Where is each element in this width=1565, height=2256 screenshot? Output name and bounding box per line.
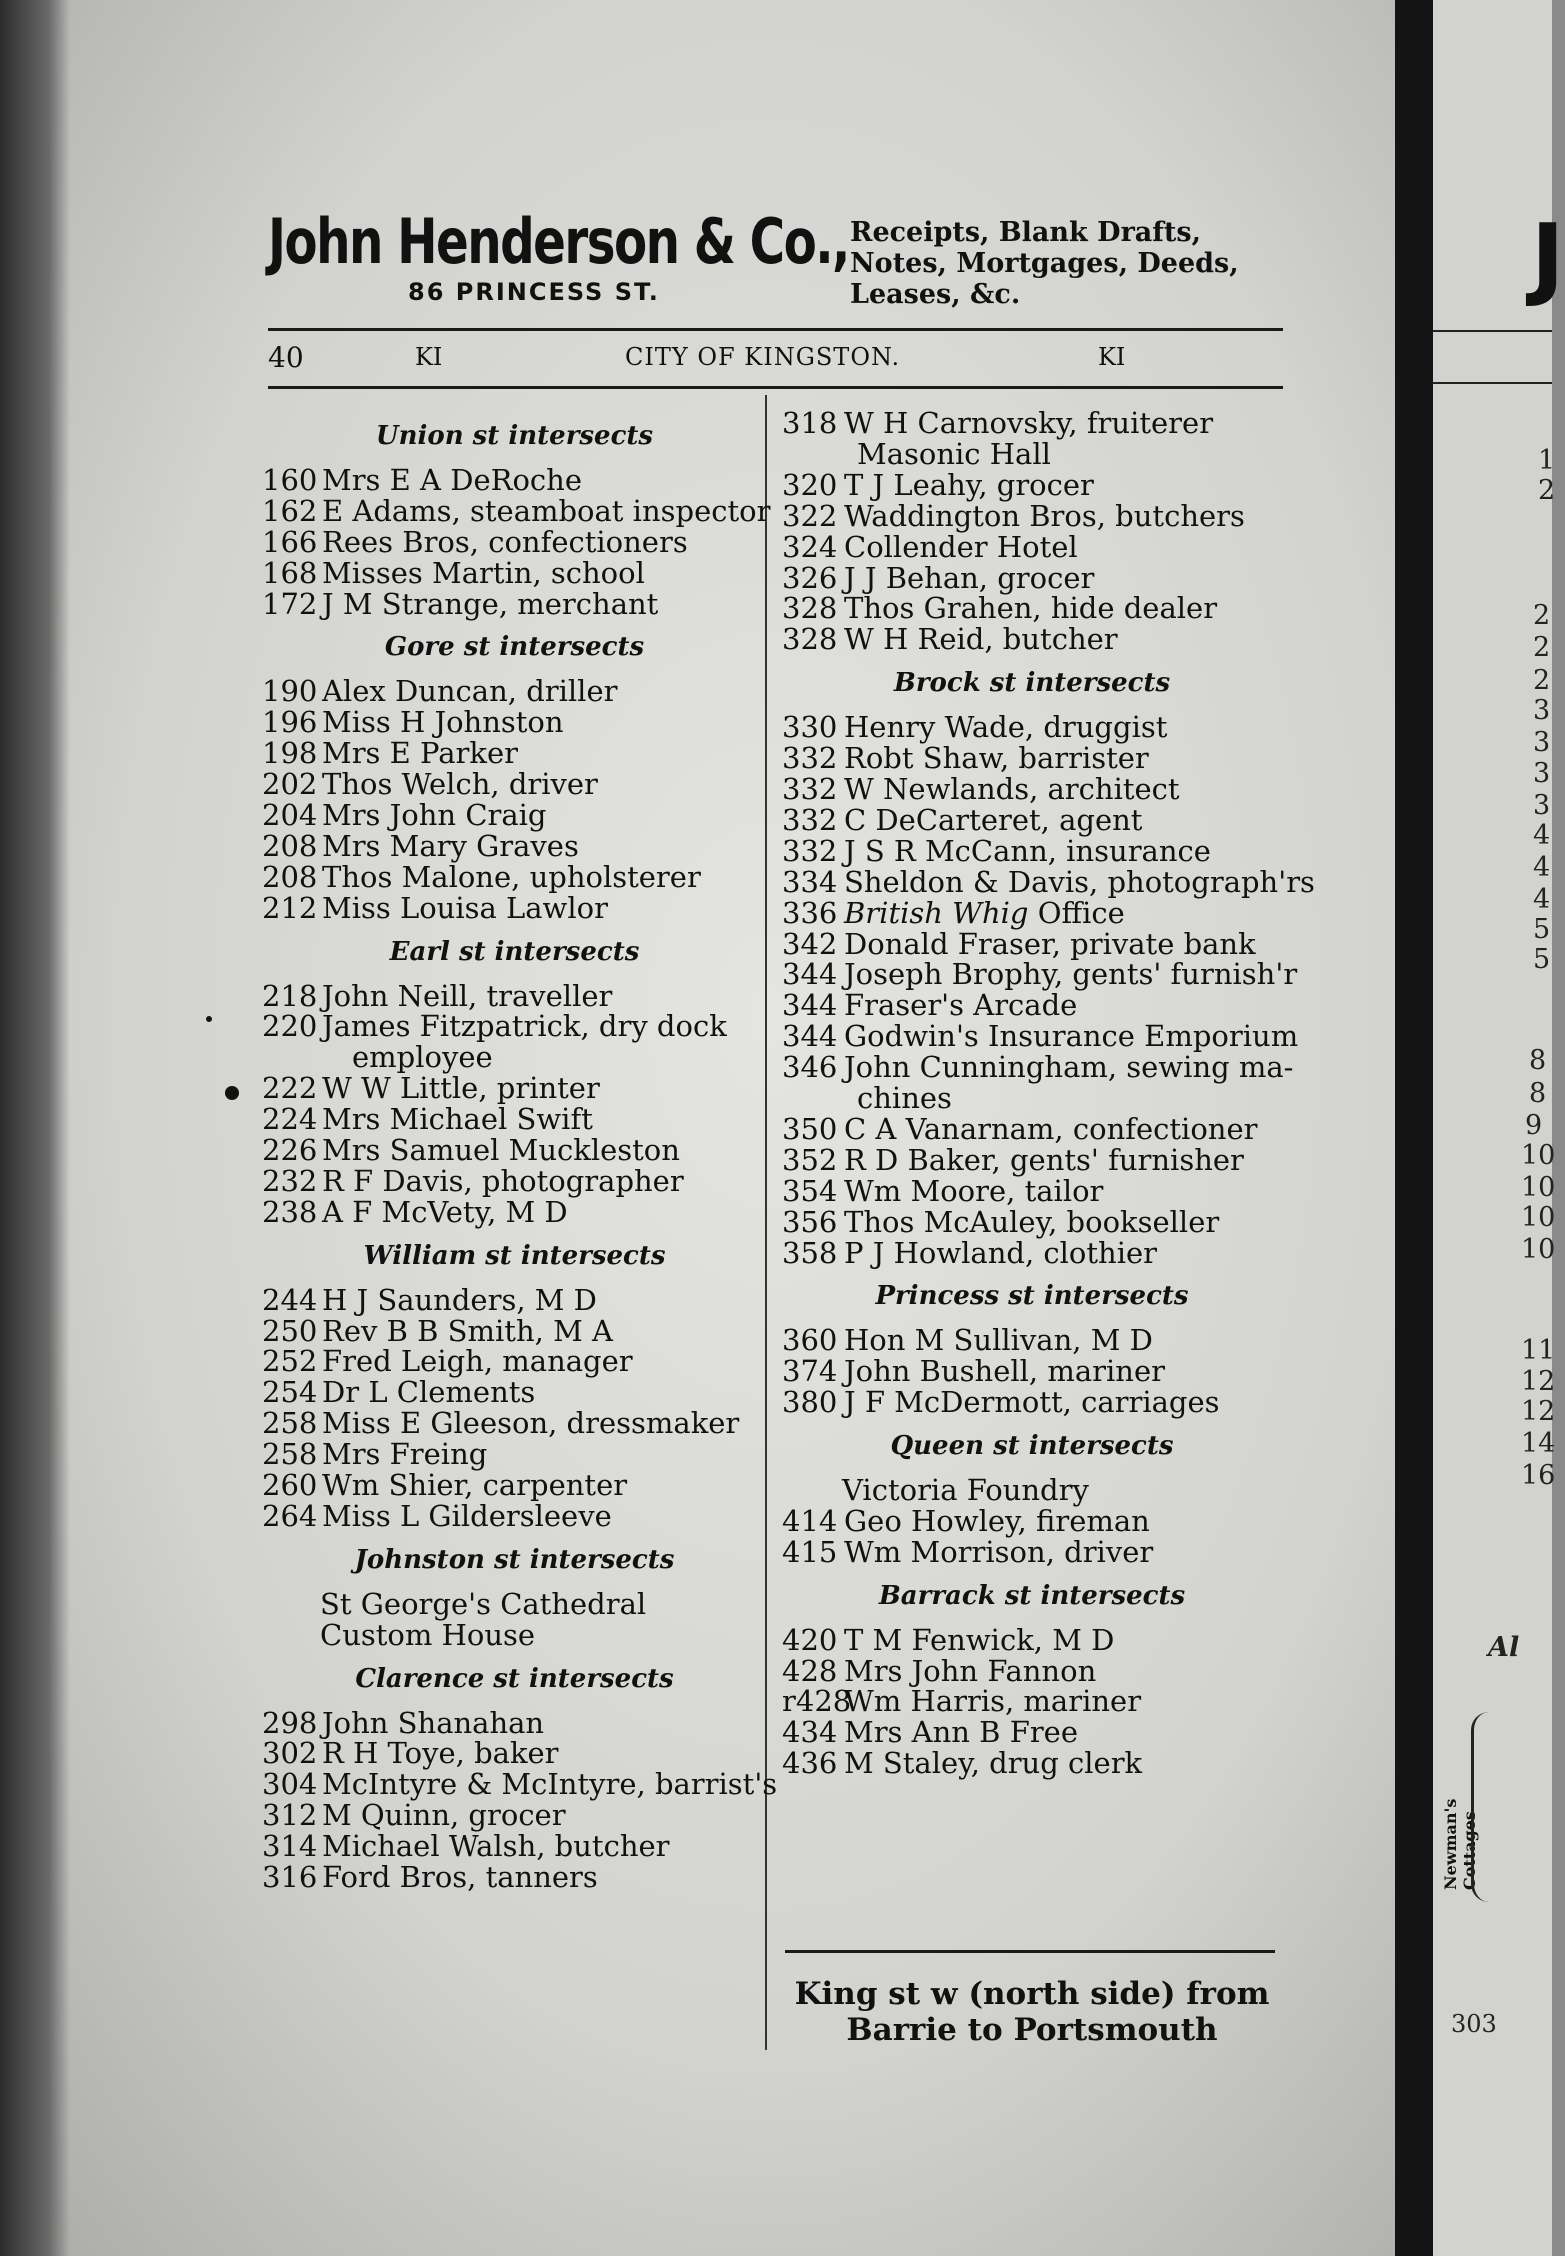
entry-name: Miss E Gleeson, dressmaker xyxy=(322,1406,740,1441)
adjacent-number-fragment: 10 xyxy=(1521,1234,1556,1265)
street-number: 332 xyxy=(782,741,838,776)
intersection-heading: Johnston st intersects xyxy=(354,1544,675,1575)
adjacent-number-fragment: 5 xyxy=(1533,914,1551,945)
adjacent-rule xyxy=(1433,382,1552,384)
adjacent-number-fragment: 9 xyxy=(1525,1110,1543,1141)
entry-name: Mrs Michael Swift xyxy=(322,1102,593,1137)
directory-entry xyxy=(262,493,771,528)
directory-entry xyxy=(782,1503,1282,1538)
street-number: 260 xyxy=(262,1468,318,1503)
adjacent-number-fragment: 4 xyxy=(1533,820,1551,851)
directory-entry xyxy=(262,1346,757,1377)
adjacent-header-letter: J xyxy=(1531,205,1565,310)
running-head-city: CITY OF KINGSTON. xyxy=(625,343,901,371)
street-number: 172 xyxy=(262,586,318,621)
adjacent-number-fragment: 8 xyxy=(1529,1045,1547,1076)
ink-spot xyxy=(206,1016,212,1022)
landmark-entry: Custom House xyxy=(320,1617,536,1652)
directory-entry xyxy=(782,1111,1282,1146)
adjacent-number-fragment: 14 xyxy=(1521,1428,1556,1459)
entry-name: J S R McCann, insurance xyxy=(844,833,1211,868)
adjacent-number-fragment: 16 xyxy=(1521,1460,1556,1491)
street-number: 428 xyxy=(782,1653,838,1688)
directory-entry xyxy=(782,1653,1282,1688)
street-number: 420 xyxy=(782,1622,838,1657)
directory-entry xyxy=(782,1019,1299,1054)
directory-entry xyxy=(262,797,757,832)
entry-name: P J Howland, clothier xyxy=(844,1235,1157,1270)
entry-name: Miss Louisa Lawlor xyxy=(322,890,608,925)
directory-entry xyxy=(782,560,1282,595)
adjacent-heading-fragment: Al xyxy=(1488,1632,1520,1663)
entry-name: Wm Shier, carpenter xyxy=(322,1468,628,1503)
directory-entry xyxy=(782,1204,1282,1239)
street-number: 434 xyxy=(782,1715,838,1750)
adjacent-number-fragment: 3 xyxy=(1533,790,1551,821)
directory-entry xyxy=(262,1705,757,1740)
directory-entry xyxy=(262,524,757,559)
running-head-left: KI xyxy=(415,343,443,371)
street-number: 204 xyxy=(262,797,318,832)
adjacent-number-fragment: 10 xyxy=(1521,1140,1556,1171)
street-number: 330 xyxy=(782,710,838,745)
entry-name: M Quinn, grocer xyxy=(322,1798,566,1833)
adjacent-page-number: 303 xyxy=(1451,2010,1497,2038)
entry-name: John Shanahan xyxy=(322,1705,545,1740)
adjacent-brace xyxy=(1471,1712,1504,1902)
street-number: 222 xyxy=(262,1071,318,1106)
street-number: 318 xyxy=(782,406,838,440)
entry-name: Wm Morrison, driver xyxy=(844,1534,1154,1569)
entry-name: R D Baker, gents' furnisher xyxy=(844,1142,1244,1177)
street-number: 264 xyxy=(262,1499,318,1533)
street-number: 334 xyxy=(782,864,838,899)
company-address: 86 PRINCESS ST. xyxy=(408,278,660,306)
directory-entry xyxy=(262,1800,757,1831)
adjacent-number-fragment: 3 xyxy=(1533,758,1551,789)
adjacent-number-fragment: 8 xyxy=(1529,1078,1547,1109)
street-number: 322 xyxy=(782,498,838,533)
street-number: 196 xyxy=(262,705,318,740)
street-number: 332 xyxy=(782,833,838,868)
landmark-entry: St George's Cathedral xyxy=(320,1586,647,1621)
directory-entry xyxy=(262,1501,757,1532)
street-number: 224 xyxy=(262,1102,318,1137)
entry-name: Mrs Samuel Muckleston xyxy=(322,1133,680,1168)
directory-entry xyxy=(782,926,1282,961)
street-number: 212 xyxy=(262,890,318,925)
directory-entry xyxy=(782,771,1282,806)
entry-name: Godwin's Insurance Emporium xyxy=(844,1019,1299,1054)
street-number: 414 xyxy=(782,1503,838,1538)
street-number: 160 xyxy=(262,462,318,497)
landmark-entry: Victoria Foundry xyxy=(842,1473,1089,1507)
intersection-heading: Barrack st intersects xyxy=(878,1580,1186,1611)
directory-entry xyxy=(782,1717,1282,1748)
street-number: 258 xyxy=(262,1437,318,1472)
directory-entry xyxy=(262,1862,757,1893)
entry-name: Waddington Bros, butchers xyxy=(844,498,1245,533)
directory-entry xyxy=(782,1748,1282,1779)
header-rule xyxy=(268,328,1283,331)
entry-name: T M Fenwick, M D xyxy=(844,1622,1115,1657)
entry-name: M Staley, drug clerk xyxy=(844,1746,1143,1781)
entry-name: Mrs John Fannon xyxy=(844,1653,1097,1688)
entry-name: Joseph Brophy, gents' furnish'r xyxy=(844,957,1298,992)
directory-entry xyxy=(782,802,1282,837)
entry-name: Mrs John Craig xyxy=(322,797,547,832)
directory-entry xyxy=(782,1356,1282,1387)
entry-name: H J Saunders, M D xyxy=(322,1282,597,1317)
adjacent-number-fragment: 2 xyxy=(1533,600,1551,631)
adjacent-number-fragment: 1 xyxy=(1538,445,1556,476)
directory-entry xyxy=(782,1050,1294,1085)
entry-name: Thos Welch, driver xyxy=(322,767,598,802)
directory-entry xyxy=(782,529,1282,564)
adjacent-side-label: Newman's Cottages xyxy=(1441,1798,1479,1890)
street-number: 208 xyxy=(262,828,318,863)
entry-name: Collender Hotel xyxy=(844,529,1078,564)
entry-name: British Whig xyxy=(844,895,1029,930)
entry-continuation: chines xyxy=(857,1081,952,1116)
directory-entry xyxy=(782,467,1282,502)
street-number: 324 xyxy=(782,529,838,564)
book-gutter xyxy=(1395,0,1433,2256)
directory-entry xyxy=(782,833,1282,868)
adjacent-number-fragment: 4 xyxy=(1533,852,1551,883)
directory-entry xyxy=(782,712,1282,743)
entry-name: W H Carnovsky, fruiterer xyxy=(844,406,1214,440)
street-number: 380 xyxy=(782,1385,838,1420)
directory-entry xyxy=(262,1104,757,1135)
directory-entry xyxy=(782,743,1282,774)
street-number: 344 xyxy=(782,988,838,1023)
directory-entry xyxy=(262,1313,757,1348)
street-number: 162 xyxy=(262,493,318,528)
entry-name: McIntyre & McIntyre, barrist's xyxy=(322,1767,778,1802)
directory-entry xyxy=(782,593,1282,624)
directory-entry xyxy=(262,1282,757,1317)
directory-entry xyxy=(782,1534,1282,1569)
entry-name: Fred Leigh, manager xyxy=(322,1344,633,1379)
entry-name: W H Reid, butcher xyxy=(844,622,1118,657)
directory-entry xyxy=(782,1235,1282,1270)
street-number: 316 xyxy=(262,1860,318,1895)
entry-name: John Cunningham, sewing ma- xyxy=(844,1050,1294,1085)
adjacent-page-fragment xyxy=(1433,0,1565,2256)
advert-line: Receipts, Blank Drafts, xyxy=(850,217,1201,248)
directory-entry xyxy=(262,1011,757,1042)
directory-entry xyxy=(262,978,757,1013)
adjacent-number-fragment: 10 xyxy=(1521,1202,1556,1233)
street-number: 354 xyxy=(782,1173,838,1208)
company-name: John Henderson & Co., xyxy=(268,205,849,278)
street-number: 166 xyxy=(262,524,318,559)
entry-name: Mrs Ann B Free xyxy=(844,1715,1079,1750)
entry-name: Sheldon & Davis, photograph'rs xyxy=(844,864,1315,899)
street-number: 220 xyxy=(262,1009,318,1044)
running-head-rule xyxy=(268,386,1283,389)
street-number: 238 xyxy=(262,1194,318,1229)
entry-name: Thos Malone, upholsterer xyxy=(322,859,701,894)
street-number: 168 xyxy=(262,555,318,590)
street-number: 344 xyxy=(782,1019,838,1054)
street-number: 352 xyxy=(782,1142,838,1177)
left-column xyxy=(262,408,778,1895)
directory-entry xyxy=(262,707,757,738)
adjacent-number-fragment: 10 xyxy=(1521,1172,1556,1203)
street-number: 374 xyxy=(782,1354,838,1389)
directory-entry xyxy=(782,990,1282,1021)
directory-entry xyxy=(262,586,757,621)
page-header xyxy=(268,205,1288,317)
entry-name: Miss L Gildersleeve xyxy=(322,1499,612,1533)
street-number: 332 xyxy=(782,802,838,837)
directory-entry xyxy=(262,1377,757,1408)
intersection-heading: Union st intersects xyxy=(375,421,654,451)
directory-entry xyxy=(262,555,757,590)
street-number: 342 xyxy=(782,926,838,961)
entry-name: A F McVety, M D xyxy=(322,1194,568,1229)
directory-entry xyxy=(782,624,1282,655)
directory-entry xyxy=(782,957,1298,992)
advert-line: Notes, Mortgages, Deeds, xyxy=(850,248,1239,279)
entry-name: W W Little, printer xyxy=(322,1071,600,1106)
directory-entry xyxy=(262,769,757,800)
street-number: 336 xyxy=(782,895,838,930)
entry-name: E Adams, steamboat inspector xyxy=(322,493,771,528)
entry-name: Henry Wade, druggist xyxy=(844,710,1168,745)
street-number: 328 xyxy=(782,622,838,657)
street-number: 250 xyxy=(262,1313,318,1348)
right-column xyxy=(782,406,1315,1781)
column-divider xyxy=(765,395,767,2050)
ink-spot xyxy=(225,1086,239,1100)
street-number: 190 xyxy=(262,674,318,709)
entry-name: Ford Bros, tanners xyxy=(322,1860,598,1895)
intersection-heading: Gore st intersects xyxy=(384,632,645,663)
entry-name: R F Davis, photographer xyxy=(322,1163,684,1198)
directory-entry xyxy=(262,1767,778,1802)
directory-entry xyxy=(262,828,757,863)
directory-entry xyxy=(782,1622,1282,1657)
street-number: 208 xyxy=(262,859,318,894)
entry-name: Dr L Clements xyxy=(322,1375,536,1410)
directory-entry xyxy=(262,1439,757,1470)
entry-name: C A Vanarnam, confectioner xyxy=(844,1111,1258,1146)
footer-rule xyxy=(785,1950,1275,1953)
adjacent-number-fragment: 5 xyxy=(1533,944,1551,975)
entry-name: T J Leahy, grocer xyxy=(844,467,1094,502)
directory-entry xyxy=(262,1408,757,1439)
street-number: 436 xyxy=(782,1746,838,1781)
adjacent-number-fragment: 2 xyxy=(1533,665,1551,696)
street-number: 415 xyxy=(782,1534,838,1569)
entry-name: Miss H Johnston xyxy=(322,705,564,740)
directory-entry xyxy=(262,1470,757,1501)
adjacent-number-fragment: 2 xyxy=(1538,475,1556,506)
entry-name: J J Behan, grocer xyxy=(844,560,1095,595)
directory-entry xyxy=(262,1073,757,1104)
street-number: 226 xyxy=(262,1133,318,1168)
street-number: 218 xyxy=(262,978,318,1013)
directory-entry xyxy=(782,1325,1282,1356)
directory-entry xyxy=(262,676,757,707)
directory-entry xyxy=(782,408,1282,439)
directory-entry xyxy=(262,1738,757,1769)
entry-name: Wm Harris, mariner xyxy=(844,1684,1142,1719)
street-number: 346 xyxy=(782,1050,838,1085)
entry-name: John Bushell, mariner xyxy=(844,1354,1165,1389)
section-heading xyxy=(782,1976,1282,2048)
street-number: 202 xyxy=(262,767,318,802)
street-number: 332 xyxy=(782,771,838,806)
adjacent-number-fragment: 12 xyxy=(1521,1396,1556,1427)
entry-name: Mrs E A DeRoche xyxy=(322,462,582,497)
entry-name: J F McDermott, carriages xyxy=(844,1385,1220,1420)
directory-entry xyxy=(262,1831,757,1862)
advert-text xyxy=(850,217,1239,310)
street-number: 198 xyxy=(262,736,318,771)
directory-entry xyxy=(782,498,1282,533)
entry-name: Mrs E Parker xyxy=(322,736,519,771)
adjacent-number-fragment: 12 xyxy=(1521,1366,1556,1397)
directory-entry xyxy=(262,1194,757,1229)
street-number: 314 xyxy=(262,1829,318,1864)
entry-name: Fraser's Arcade xyxy=(844,988,1078,1023)
street-number: r428 xyxy=(782,1684,852,1719)
intersection-heading: Brock st intersects xyxy=(893,668,1171,699)
entry-name: J M Strange, merchant xyxy=(322,586,659,621)
directory-entry xyxy=(262,738,757,769)
entry-name: R H Toye, baker xyxy=(322,1736,559,1771)
entry-name: Hon M Sullivan, M D xyxy=(844,1323,1153,1358)
street-number: 320 xyxy=(782,467,838,502)
entry-name: Rees Bros, confectioners xyxy=(322,524,688,559)
advert-line: Leases, &c. xyxy=(850,279,1021,310)
entry-name: Donald Fraser, private bank xyxy=(844,926,1256,961)
intersection-heading: Earl st intersects xyxy=(389,936,640,967)
adjacent-rule xyxy=(1433,330,1552,332)
street-number: 298 xyxy=(262,1705,318,1740)
adjacent-number-fragment: 3 xyxy=(1533,695,1551,726)
entry-name: James Fitzpatrick, dry dock xyxy=(322,1009,727,1044)
entry-name: C DeCarteret, agent xyxy=(844,802,1143,837)
entry-name: Rev B B Smith, M A xyxy=(322,1313,613,1348)
adjacent-number-fragment: 2 xyxy=(1533,632,1551,663)
street-number: 356 xyxy=(782,1204,838,1239)
running-head-right: KI xyxy=(1098,343,1126,371)
directory-entry xyxy=(782,1142,1282,1177)
street-number: 312 xyxy=(262,1798,318,1833)
street-number: 232 xyxy=(262,1163,318,1198)
section-heading-line: King st w (north side) from xyxy=(794,1976,1270,2012)
page-shadow xyxy=(0,0,70,2256)
directory-entry xyxy=(782,1173,1282,1208)
entry-name: Geo Howley, fireman xyxy=(844,1503,1150,1538)
entry-name: Mrs Mary Graves xyxy=(322,828,579,863)
page-number: 40 xyxy=(268,341,304,374)
intersection-heading: Princess st intersects xyxy=(875,1281,1189,1312)
entry-name: W Newlands, architect xyxy=(844,771,1180,806)
entry-name: Thos Grahen, hide dealer xyxy=(844,591,1218,626)
entry-continuation: employee xyxy=(352,1040,493,1075)
street-number: 360 xyxy=(782,1323,838,1358)
street-number: 344 xyxy=(782,957,838,992)
entry-continuation: Masonic Hall xyxy=(857,436,1051,471)
directory-entry xyxy=(262,859,757,894)
street-number: 326 xyxy=(782,560,838,595)
entry-name: Misses Martin, school xyxy=(322,555,645,590)
adjacent-number-fragment: 3 xyxy=(1533,727,1551,758)
entry-name: Alex Duncan, driller xyxy=(322,674,618,709)
entry-name: John Neill, traveller xyxy=(322,978,613,1013)
intersection-heading: Clarence st intersects xyxy=(355,1663,674,1694)
street-number: 328 xyxy=(782,591,838,626)
section-heading-line: Barrie to Portsmouth xyxy=(846,2012,1218,2048)
entry-name: Robt Shaw, barrister xyxy=(844,741,1149,776)
entry-name: Michael Walsh, butcher xyxy=(322,1829,670,1864)
directory-entry xyxy=(782,895,1282,930)
entry-suffix: Office xyxy=(1028,895,1125,930)
street-number: 304 xyxy=(262,1767,318,1802)
street-number: 350 xyxy=(782,1111,838,1146)
street-number: 258 xyxy=(262,1406,318,1441)
entry-name: Thos McAuley, bookseller xyxy=(844,1204,1220,1239)
directory-entry xyxy=(262,890,757,925)
entry-name: Mrs Freing xyxy=(322,1437,488,1472)
directory-entry xyxy=(782,1686,1282,1717)
intersection-heading: William st intersects xyxy=(363,1240,666,1271)
street-number: 252 xyxy=(262,1344,318,1379)
directory-entry xyxy=(782,1387,1282,1418)
street-number: 254 xyxy=(262,1375,318,1410)
adjacent-number-fragment: 4 xyxy=(1533,884,1551,915)
directory-entry xyxy=(262,462,757,497)
directory-entry xyxy=(782,864,1315,899)
directory-entry xyxy=(262,1163,757,1198)
entry-name: Wm Moore, tailor xyxy=(844,1173,1104,1208)
street-number: 244 xyxy=(262,1282,318,1317)
street-number: 358 xyxy=(782,1235,838,1270)
directory-entry xyxy=(262,1135,757,1166)
intersection-heading: Queen st intersects xyxy=(890,1431,1174,1462)
adjacent-number-fragment: 11 xyxy=(1521,1335,1556,1366)
street-number: 302 xyxy=(262,1736,318,1771)
